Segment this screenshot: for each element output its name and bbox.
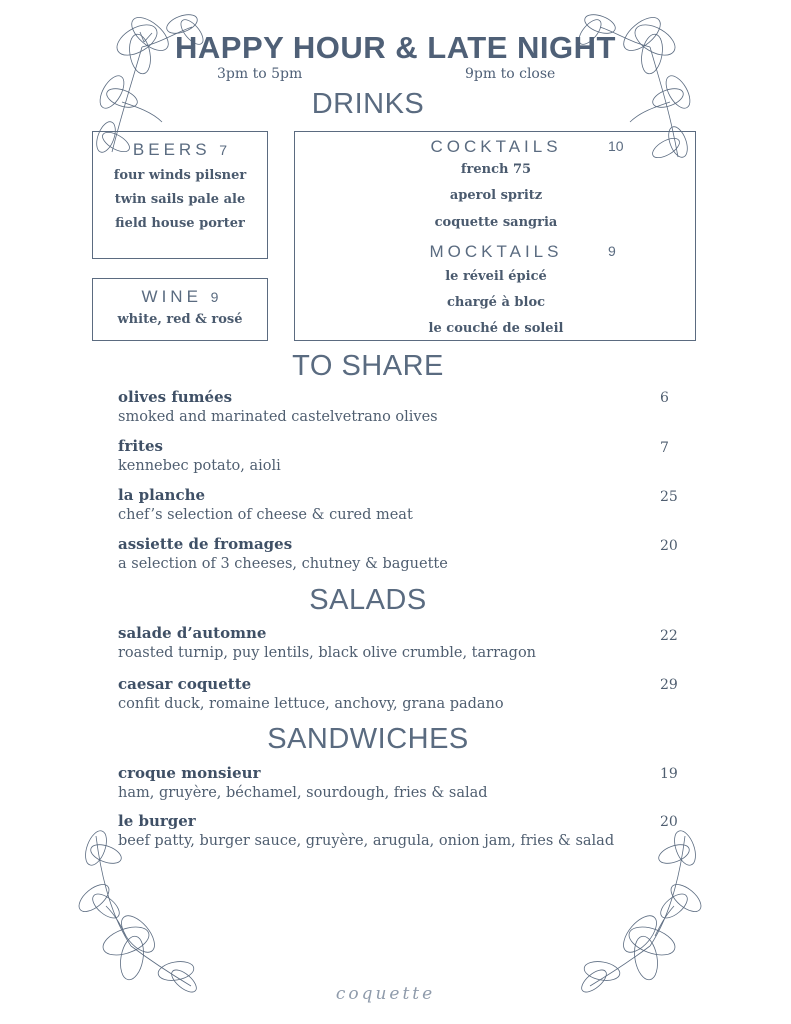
menu-item-description: chef’s selection of cheese & cured meat [118,507,413,523]
menu-item-description: roasted turnip, puy lentils, black olive crumble, tarragon [118,645,537,661]
mocktail-item: chargé à bloc [446,295,546,310]
menu-item-description: kennebec potato, aioli [118,458,281,474]
menu-item-name: croque monsieur [118,764,261,782]
menu-item-price: 6 [660,390,669,406]
menu-item-price: 29 [660,677,678,693]
beers-box [92,131,268,259]
beers-heading: BEERS 7 [132,140,228,159]
brand-signature: coquette [335,984,436,1004]
wine-heading: WINE 9 [141,287,219,306]
lily-flower-icon [570,826,715,996]
mocktail-item: le couché de soleil [428,321,564,336]
cocktails-box [294,131,696,341]
menu-item-name: le burger [118,812,196,830]
menu-item-price: 22 [660,628,678,644]
mocktails-heading: MOCKTAILS [429,242,563,261]
menu-item-price: 20 [660,538,678,554]
menu-item-name: assiette de fromages [118,535,293,553]
menu-item-name: olives fumées [118,388,233,406]
lily-flower-icon [66,826,211,996]
beer-item: twin sails pale ale [114,192,246,207]
mocktails-price: 9 [608,243,616,259]
menu-item-price: 7 [660,440,669,456]
happy-hour-time: 3pm to 5pm [217,66,303,82]
menu-item-price: 19 [660,766,678,782]
cocktail-item: french 75 [460,162,532,177]
menu-item-description: beef patty, burger sauce, gruyère, arugula, onion jam, fries & salad [118,833,615,849]
cocktail-item: coquette sangria [434,215,558,230]
menu-item-name: la planche [118,486,206,504]
menu-item-description: a selection of 3 cheeses, chutney & baguette [118,556,448,572]
sandwiches-heading: SANDWICHES [267,723,469,755]
beer-item: field house porter [115,216,245,231]
beer-item: four winds pilsner [113,168,247,183]
mocktail-item: le réveil épicé [445,269,547,284]
page-title: HAPPY HOUR & LATE NIGHT [175,30,616,65]
drinks-heading: DRINKS [311,88,425,120]
wine-item: white, red & rosé [117,312,243,327]
late-night-time: 9pm to close [465,66,556,82]
cocktail-item: aperol spritz [449,188,543,203]
menu-item-name: salade d’automne [118,624,267,642]
menu-item-name: frites [118,437,163,455]
wine-price: 9 [210,289,219,305]
cocktails-heading: COCKTAILS [430,137,562,156]
menu-item-name: caesar coquette [118,675,252,693]
menu-item-price: 20 [660,814,678,830]
menu-item-price: 25 [660,489,678,505]
menu-item-description: ham, gruyère, béchamel, sourdough, fries & salad [118,785,488,801]
menu-item-description: confit duck, romaine lettuce, anchovy, grana padano [118,696,504,712]
menu-item-description: smoked and marinated castelvetrano olives [118,409,438,425]
beers-price: 7 [219,142,228,158]
cocktails-price: 10 [608,138,624,154]
salads-heading: SALADS [309,584,427,616]
wine-box [92,278,268,341]
to-share-heading: TO SHARE [292,350,444,382]
